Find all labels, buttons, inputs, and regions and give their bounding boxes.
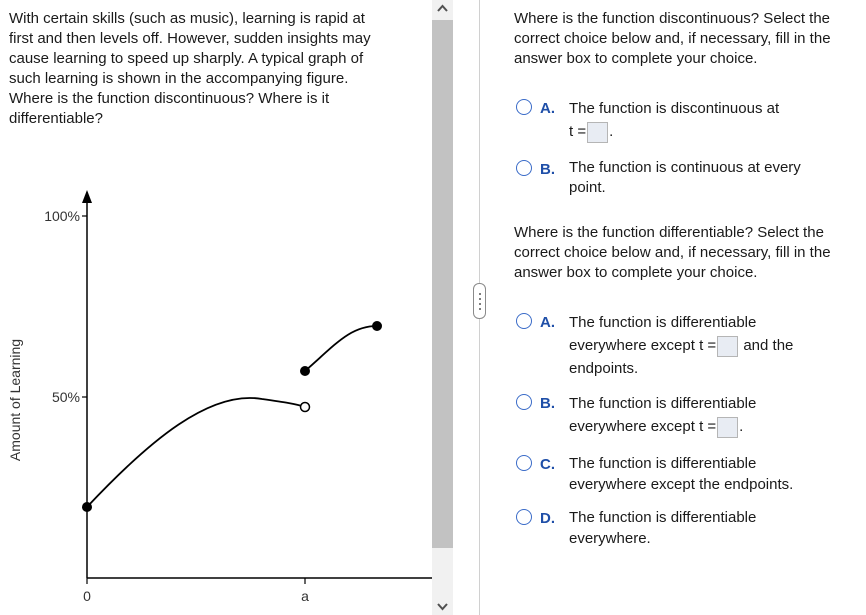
choice-letter: D. [540,510,555,527]
radio-button[interactable] [516,313,532,329]
grip-dot [479,303,481,305]
radio-button[interactable] [516,394,532,410]
y-axis-arrow [82,190,92,203]
answer-input-box[interactable] [717,417,738,438]
y-tick-50: 50% [51,389,80,405]
choice-text: everywhere. [569,530,651,547]
question-line: correct choice below and, if necessary, fill in the [514,30,831,47]
curve-left-piece [87,398,305,507]
choice-text: everywhere except the endpoints. [569,476,794,493]
problem-line: Where is the function discontinuous? Where is it [9,90,330,107]
choice-letter: A. [540,100,555,117]
x-tick-0: 0 [83,588,91,604]
choice-text: everywhere except t = [569,418,717,435]
choice-letter: C. [540,456,555,473]
y-tick-100: 100% [44,208,80,224]
choice-text: . [739,418,744,435]
problem-line: first and then levels off. However, sudden insights may [9,30,371,47]
problem-line: differentiable? [9,110,103,127]
radio-button[interactable] [516,455,532,471]
scroll-down-icon[interactable] [432,597,453,615]
choice-text: and the [743,337,794,354]
choice-text: everywhere except t = [569,337,717,354]
question-line: Where is the function discontinuous? Select the [514,10,831,27]
closed-point-end [372,321,382,331]
question-line: answer box to complete your choice. [514,264,758,281]
learning-graph [0,180,432,615]
closed-point-right-start [300,366,310,376]
choice-text: endpoints. [569,360,639,377]
choice-text: The function is differentiable [569,509,757,526]
choice-text: The function is differentiable [569,314,757,331]
choice-text: The function is continuous at every [569,159,801,176]
choice-text: point. [569,179,606,196]
radio-button[interactable] [516,99,532,115]
closed-point-start [82,502,92,512]
choice-text: . [609,123,614,140]
x-tick-a: a [301,588,309,604]
curve-right-piece [305,326,377,371]
radio-button[interactable] [516,160,532,176]
question-line: correct choice below and, if necessary, fill in the [514,244,831,261]
choice-letter: A. [540,314,555,331]
grip-dot [479,308,481,310]
question-differentiable [514,223,864,283]
answer-pane [514,0,866,615]
radio-button[interactable] [516,509,532,525]
scroll-up-icon[interactable] [432,0,453,18]
problem-pane [0,0,432,615]
answer-input-box[interactable] [717,336,738,357]
question-line: answer box to complete your choice. [514,50,758,67]
pane-resize-handle[interactable] [473,283,486,319]
choice-letter: B. [540,161,555,178]
problem-line: With certain skills (such as music), learning is rapid at [9,10,365,27]
problem-statement [9,9,424,129]
choice-text: t = [569,123,587,140]
grip-dot [479,293,481,295]
problem-line: such learning is shown in the accompanying figure. [9,70,349,87]
vertical-scrollbar[interactable] [432,0,453,615]
question-discontinuous [514,9,864,69]
scroll-thumb[interactable] [432,20,453,548]
question-line: Where is the function differentiable? Select the [514,224,824,241]
open-point-left-end [301,403,310,412]
choice-letter: B. [540,395,555,412]
problem-line: cause learning to speed up sharply. A typical graph of [9,50,364,67]
answer-input-box[interactable] [587,122,608,143]
choice-text: The function is differentiable [569,395,757,412]
choice-text: The function is discontinuous at [569,100,780,117]
y-axis-label: Amount of Learning [7,338,23,462]
choice-text: The function is differentiable [569,455,757,472]
grip-dot [479,298,481,300]
